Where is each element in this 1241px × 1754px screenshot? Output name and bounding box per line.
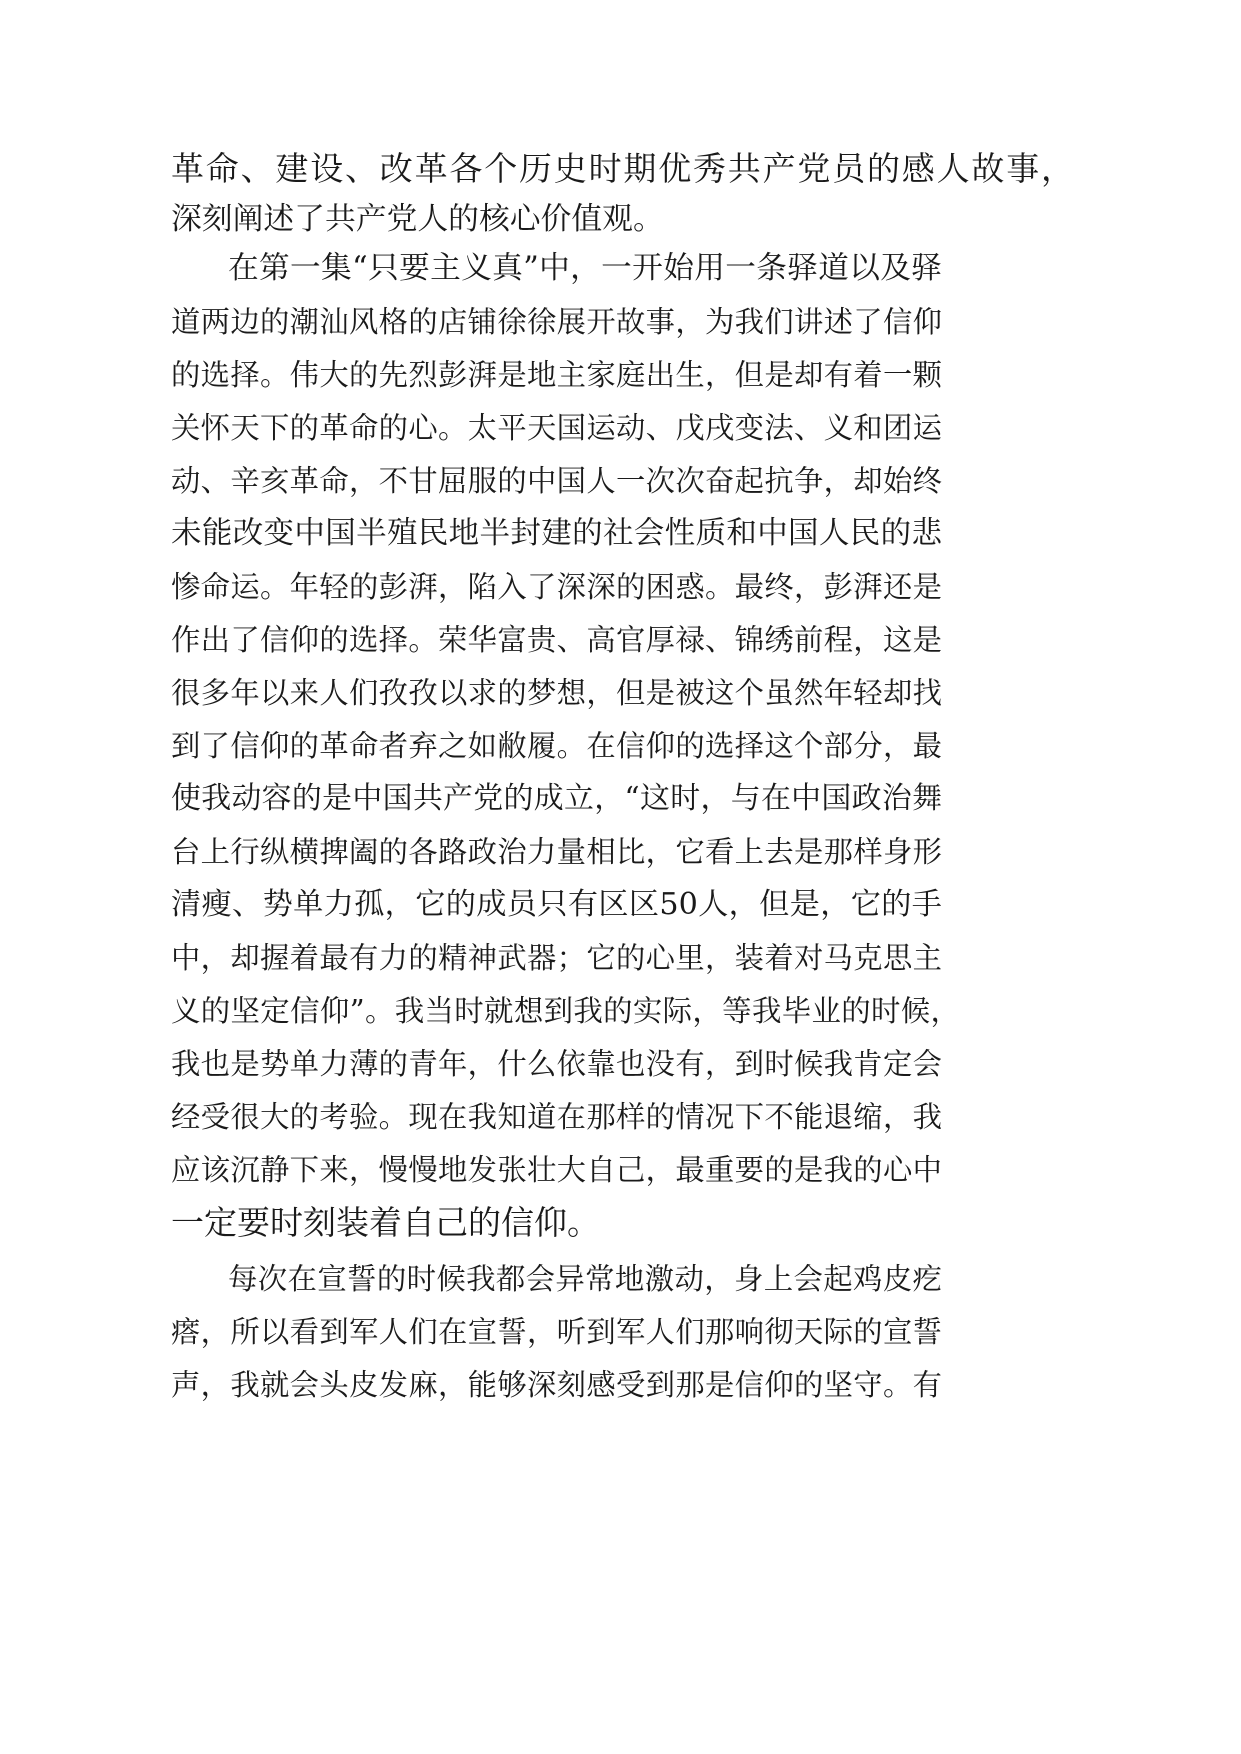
line-text: 道两边的潮汕风格的店铺徐徐展开故事，为我们讲述了信仰 — [171, 305, 942, 339]
text-line — [0, 718, 1241, 774]
line-text: 台上行纵横捭阖的各路政治力量相比，它看上去是那样身形 — [171, 835, 942, 869]
line-text: 瘩，所以看到军人们在宣誓，听到军人们那响彻天际的宣誓 — [171, 1315, 942, 1349]
text-line — [0, 241, 1241, 297]
line-text: 动、辛亥革命，不甘屈服的中国人一次次奋起抗争，却始终 — [171, 464, 942, 498]
text-line — [0, 877, 1241, 933]
line-text: 清瘦、势单力孤，它的成员只有区区50人，但是，它的手 — [171, 887, 942, 922]
line-text: 应该沉静下来，慢慢地发张壮大自己，最重要的是我的心中 — [171, 1153, 942, 1187]
text-line — [0, 453, 1241, 509]
text-line — [0, 559, 1241, 615]
text-line — [0, 294, 1241, 350]
text-line — [0, 612, 1241, 668]
text-line — [0, 1036, 1241, 1092]
line-text: 的选择。伟大的先烈彭湃是地主家庭出生，但是却有着一颗 — [171, 358, 942, 392]
text-line — [0, 400, 1241, 456]
line-text: 在第一集“只要主义真”中，一开始用一条驿道以及驿 — [228, 251, 942, 286]
text-line — [0, 983, 1241, 1039]
text-line — [0, 506, 1241, 562]
text-line — [0, 347, 1241, 403]
line-text: 关怀天下的革命的心。太平天国运动、戊戌变法、义和团运 — [171, 411, 942, 445]
line-text: 很多年以来人们孜孜以求的梦想，但是被这个虽然年轻却找 — [171, 676, 942, 710]
text-line — [0, 1357, 1241, 1413]
line-text: 我也是势单力薄的青年，什么依靠也没有，到时候我肯定会 — [171, 1047, 942, 1081]
line-text: 声，我就会头皮发麻，能够深刻感受到那是信仰的坚守。有 — [171, 1368, 942, 1402]
text-line — [0, 141, 1241, 197]
line-text: 到了信仰的革命者弃之如敝履。在信仰的选择这个部分，最 — [171, 729, 942, 763]
line-text: 惨命运。年轻的彭湃，陷入了深深的困惑。最终，彭湃还是 — [171, 570, 942, 604]
line-text: 革命、建设、改革各个历史时期优秀共产党员的感人故事， — [171, 149, 1074, 188]
line-text: 未能改变中国半殖民地半封建的社会性质和中国人民的悲 — [171, 516, 942, 551]
text-line — [0, 1142, 1241, 1198]
line-text: 义的坚定信仰”。我当时就想到我的实际，等我毕业的时候， — [171, 994, 960, 1028]
line-text: 中，却握着最有力的精神武器；它的心里，装着对马克思主 — [171, 941, 942, 975]
line-text: 作出了信仰的选择。荣华富贵、高官厚禄、锦绣前程，这是 — [171, 623, 942, 657]
line-text: 使我动容的是中国共产党的成立，“这时，与在中国政治舞 — [171, 781, 942, 816]
text-line — [0, 191, 1241, 247]
text-line — [0, 1251, 1241, 1307]
text-line — [0, 1089, 1241, 1145]
line-text: 每次在宣誓的时候我都会异常地激动，身上会起鸡皮疙 — [228, 1262, 942, 1296]
text-line — [0, 771, 1241, 827]
text-line — [0, 1195, 1241, 1251]
text-line — [0, 665, 1241, 721]
text-line — [0, 1304, 1241, 1360]
line-text: 深刻阐述了共产党人的核心价值观。 — [171, 201, 664, 237]
text-line — [0, 930, 1241, 986]
line-text: 经受很大的考验。现在我知道在那样的情况下不能退缩，我 — [171, 1100, 942, 1134]
line-text: 一定要时刻装着自己的信仰。 — [171, 1203, 600, 1242]
text-line — [0, 824, 1241, 880]
